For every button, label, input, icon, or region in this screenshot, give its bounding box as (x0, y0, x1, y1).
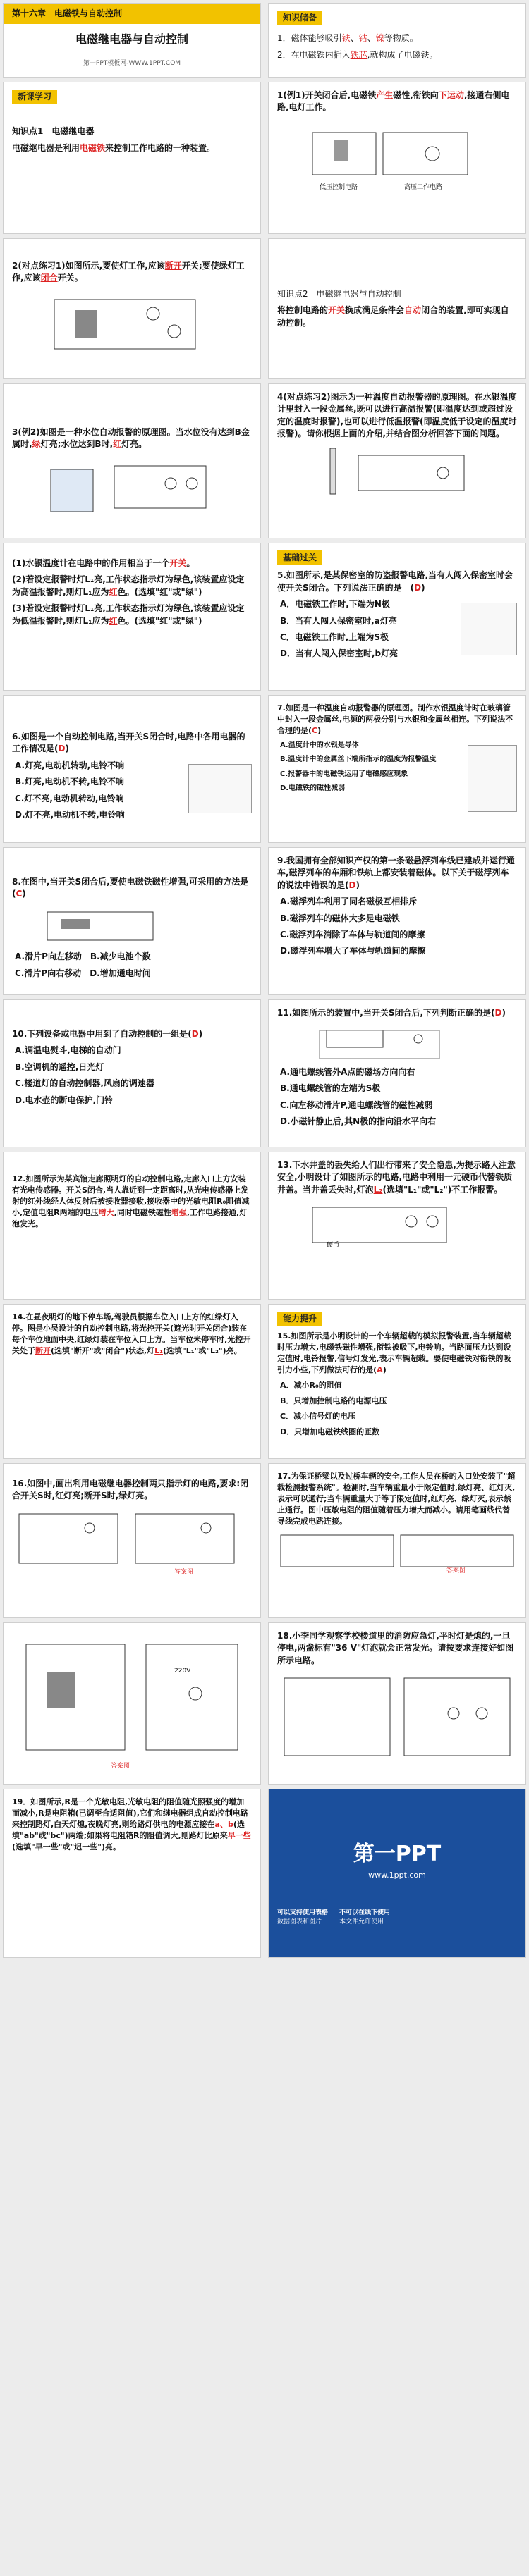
solenoid-diagram (312, 1023, 446, 1062)
control-circuit-diagram (188, 764, 252, 813)
question-18-figure-slide (3, 1622, 261, 1785)
question-text: 1(例1)开关闭合后,电磁铁产生磁性,衔铁向下运动,接通右侧电路,电灯工作。 (277, 90, 510, 113)
option-c: C．减小信号灯的电压 (280, 1412, 356, 1422)
emergency-light-answer-diagram (277, 1671, 517, 1763)
question-text: 2(对点练习1)如图所示,要使灯工作,应该断开开关;要使绿灯工作,应该闭合开关。 (12, 261, 245, 283)
option-b: B.灯亮,电动机不转,电铃不响 (15, 777, 124, 787)
emergency-light-diagram (12, 1630, 252, 1775)
example-2-slide (3, 383, 261, 538)
knowledge-2-slide (268, 238, 526, 379)
brand-notes (277, 1909, 517, 1927)
question-text: 13.下水井盖的丢失给人们出行带来了安全隐患,为提示路人注意安全,小明设计了如图所示的电路,电路中利用一元硬币代替铁质井盖。当井盖丢失时,灯泡L₂(选填"L₁"或"L₂")不工作报警。 (277, 1160, 516, 1195)
item-2: 2．在电磁铁内插入铁芯,就构成了电磁铁。 (277, 49, 438, 60)
question-text: 9.我国拥有全部知识产权的第一条磁悬浮列车线已建成并运行通车,磁浮列车的车厢和铁轨上都安装着磁体。以下关于磁浮列车的说法中错误的是(D) (277, 856, 515, 890)
option-a: A．电磁铁工作时,下端为N极 (280, 599, 390, 610)
question-18-slide (268, 1622, 526, 1785)
option-d: D．只增加电磁铁线圈的匝数 (280, 1426, 380, 1436)
question-text: 14.在昼夜明灯的地下停车场,驾驶员根据车位入口上方的红绿灯入停。图是小吴设计的自动控制电路,将光控开关(遮光时开关闭合)装在每个车位地面中央,红绿灯装在车位入口上方。当车位未停车时,光控开关处于断开(选填"断开"或"闭合")状态,灯L₁(选填"L₁"或"L₂")亮。 (12, 1312, 251, 1355)
title-slide (3, 3, 261, 78)
question-text: 18.小李同学观察学校楼道里的消防应急灯,平时灯是熄的,一旦停电,两盏标有"36 V"灯泡就会正常发光。请按要求连接好如图所示电路。 (277, 1631, 514, 1665)
relay-diagram (305, 118, 482, 196)
chapter-banner: 第十六章 电磁铁与自动控制 (4, 4, 260, 24)
svg-text:答案图: 答案图 (174, 1568, 194, 1576)
knowledge-point: 知识点1 电磁继电器 (12, 126, 95, 137)
section-tag: 知识储备 (277, 11, 322, 25)
question-text: 19．如图所示,R是一个光敏电阻,光敏电阻的阻值随光照强度的增加而减小,R是电阻箱(已调至合适阻值),它们和继电器组成自动控制电路来控制路灯,白天灯熄,夜晚灯亮,则给路灯供电的电源应接在a、b(选填"ab"或"bc")两端;如果将电阻箱R的阻值调大,则路灯比原来早一些(选填"早一些"或"迟一些")亮。 (12, 1797, 251, 1851)
option-c: C.楼道灯的自动控制器,风扇的调速器 (15, 1078, 154, 1089)
question-16-slide (3, 1463, 261, 1618)
question-12-slide (3, 1152, 261, 1300)
option-ab: A.滑片P向左移动 B.减少电池个数 (15, 951, 151, 962)
question-text: 3(例2)如图是一种水位自动报警的原理图。当水位没有达到B金属时,绿灯亮;水位达到B时,红灯亮。 (12, 427, 250, 450)
sub-question-2: (2)若设定报警时灯L₁亮,工作状态指示灯为绿色,该装置应设定为高温报警时,则灯L₁应为红色。(选填"红"或"绿") (12, 574, 245, 597)
indicator-lamp-diagram (12, 1507, 245, 1577)
practice-1-slide (3, 238, 261, 379)
svg-text:硬币: 硬币 (327, 1242, 340, 1250)
alarm-circuit-diagram (461, 603, 517, 655)
svg-text:低压控制电路: 低压控制电路 (320, 183, 358, 191)
question-10-slide (3, 999, 261, 1147)
section-tag: 能力提升 (277, 1312, 322, 1326)
option-d: D.磁浮列车增大了车体与轨道间的摩擦 (280, 946, 426, 956)
manhole-circuit-diagram (305, 1200, 461, 1250)
circuit-diagram (47, 289, 209, 356)
overload-diagram (277, 1532, 517, 1574)
note-2: 不可以在线下使用 本文件允许使用 (339, 1909, 391, 1926)
item-1: 1．磁体能够吸引铁、钴、镍等物质。 (277, 33, 418, 44)
slide-title: 电磁继电器与自动控制 (75, 32, 188, 47)
option-a: A.温度计中的水银是导体 (280, 741, 359, 749)
question-text: 8.在图中,当开关S闭合后,要使电磁铁磁性增强,可采用的方法是(C) (12, 877, 249, 899)
option-a: A.磁浮列车利用了同名磁极互相排斥 (280, 896, 418, 907)
svg-text:答案图: 答案图 (446, 1567, 466, 1574)
option-b: B.空调机的遥控,日光灯 (15, 1061, 104, 1072)
question-19-slide (3, 1789, 261, 1958)
option-a: A．减小R₀的阻值 (280, 1381, 342, 1391)
brand-url: www.1ppt.com (368, 1870, 426, 1880)
option-c: C.报警器中的电磁铁运用了电磁感应现象 (280, 770, 408, 778)
practice-2-slide (268, 383, 526, 538)
option-b: B.通电螺线管的左端为S极 (280, 1083, 381, 1094)
practice-2-questions-slide (3, 543, 261, 691)
option-d: D.灯不亮,电动机不转,电铃响 (15, 809, 125, 820)
question-text: 10.下列设备或电器中用到了自动控制的一组是(D) (12, 1029, 203, 1039)
question-14-slide (3, 1304, 261, 1459)
question-text: 7.如图是一种温度自动报警器的原理图。制作水银温度计时在玻璃管中封入一段金属丝,电源的两极分别与水银和金属丝相连。下列说法不合理的是(C) (277, 703, 513, 735)
section-tag: 基础过关 (277, 550, 322, 565)
option-b: B．只增加控制电路的电源电压 (280, 1396, 387, 1406)
option-a: A.灯亮,电动机转动,电铃不响 (15, 760, 125, 770)
option-b: B．当有人闯入保密室时,a灯亮 (280, 615, 397, 626)
option-c: C．电磁铁工作时,上端为S极 (280, 631, 389, 642)
option-c: C.向左移动滑片P,通电螺线管的磁性减弱 (280, 1099, 433, 1110)
question-13-slide (268, 1152, 526, 1300)
definition: 将控制电路的开关换成满足条件会自动闭合的装置,即可实现自动控制。 (277, 305, 509, 328)
basic-level-slide (268, 543, 526, 691)
svg-text:高压工作电路: 高压工作电路 (404, 183, 443, 191)
question-text: 4(对点练习2)图示为一种温度自动报警器的原理图。在水银温度计里封入一段金属丝,既可以进行高温报警(即温度达到或超过设定的温度时报警),也可以进行低温报警(即温度低于设定的温度时报警)。请你根据上面的介绍,并结合图分析回答下面的问题。 (277, 392, 517, 439)
option-d: D．当有人闯入保密室时,b灯亮 (280, 648, 399, 659)
question-text: 17.为保证桥梁以及过桥车辆的安全,工作人员在桥的入口处安装了"超载检测报警系统"。检测时,当车辆重量小于限定值时,绿灯亮、红灯灭,表示可以通行;当车辆重量大于等于限定值时,红灯亮、绿灯灭,表示禁止通行。图中压敏电阻的阻值随着压力增大而减小。请用笔画线代替导线完成电路连接。 (277, 1472, 516, 1526)
question-8-slide (3, 847, 261, 995)
example-1-slide (268, 82, 526, 234)
question-text: 5.如图所示,是某保密室的防盗报警电路,当有人闯入保密室时会使开关S闭合。下列说法正确的是 (D) (277, 570, 513, 593)
option-c: C.磁浮列车消除了车体与轨道间的摩擦 (280, 929, 425, 939)
new-lesson-slide (3, 82, 261, 234)
option-a: A.调温电熨斗,电梯的自动门 (15, 1045, 121, 1056)
definition: 电磁继电器是利用电磁铁来控制工作电路的一种装置。 (12, 142, 216, 153)
option-d: D.小磁针静止后,其N极的指向沿水平向右 (280, 1116, 437, 1126)
sub-question-3: (3)若设定报警时灯L₁亮,工作状态指示灯为绿色,该装置应设定为低温报警时,则灯L₁应为红色。(选填"红"或"绿") (12, 603, 245, 626)
question-text: 16.如图中,画出利用电磁继电器控制两只指示灯的电路,要求:闭合开关S时,红灯亮;断开S时,绿灯亮。 (12, 1479, 249, 1501)
question-text: 15.如图所示是小明设计的一个车辆超载的模拟报警装置,当车辆超载时压力增大,电磁铁磁性增强,衔铁被吸下,电铃响。当路面压力达到设定值时,电铃报警,信号灯发光,表示车辆超载。要使电磁铁对衔铁的吸引力小些,下列做法可行的是(A) (277, 1331, 511, 1375)
water-level-diagram (44, 455, 220, 519)
brand-slide (268, 1789, 526, 1958)
question-7-slide (268, 695, 526, 843)
brand-logo: 第一PPT (353, 1842, 442, 1866)
ability-slide (268, 1304, 526, 1459)
electromagnet-diagram (40, 905, 167, 947)
option-a: A.通电螺线管外A点的磁场方向向右 (280, 1066, 415, 1077)
question-6-slide (3, 695, 261, 843)
knowledge-reserve-slide (268, 3, 526, 78)
svg-text:220V: 220V (174, 1668, 191, 1675)
section-tag: 新课学习 (12, 90, 57, 104)
question-text: 11.如图所示的装置中,当开关S闭合后,下列判断正确的是(D) (277, 1008, 506, 1018)
knowledge-point: 知识点2 电磁继电器与自动控制 (277, 289, 401, 299)
option-cd: C.滑片P向右移动 D.增加通电时间 (15, 968, 151, 978)
question-text: 6.如图是一个自动控制电路,当开关S闭合时,电路中各用电器的工作情况是(D) (12, 732, 245, 754)
sub-question-1: (1)水银温度计在电路中的作用相当于一个开关。 (12, 558, 195, 568)
site-watermark: 第一PPT模板网-WWW.1PPT.COM (83, 59, 181, 67)
svg-text:答案图: 答案图 (111, 1763, 130, 1770)
option-d: D.电水壶的断电保护,门铃 (15, 1095, 114, 1105)
question-9-slide (268, 847, 526, 995)
option-d: D.电磁铁的磁性减弱 (280, 784, 346, 793)
question-17-slide (268, 1463, 526, 1618)
question-11-slide (268, 999, 526, 1147)
option-c: C.灯不亮,电动机转动,电铃响 (15, 793, 124, 803)
temperature-alarm-diagram (309, 445, 485, 498)
option-b: B.磁浮列车的磁体大多是电磁铁 (280, 913, 400, 923)
option-b: B.温度计中的金属丝下端所指示的温度为报警温度 (280, 756, 437, 764)
question-text: 12.如图所示为某宾馆走廊照明灯的自动控制电路,走廊入口上方安装有光电传感器。开关S闭合,当人靠近到一定距离时,从光电传感器上发射的红外线经人体反射后被接收器接收,接收器中的光敏电阻R₀阻值减小,定值电阻R两端的电压增大,同时电磁铁磁性增强,工作电路接通,灯泡发光。 (12, 1174, 250, 1228)
note-1: 可以支持使用表格 数据图表和图片 (277, 1909, 329, 1926)
thermometer-diagram (468, 745, 517, 812)
